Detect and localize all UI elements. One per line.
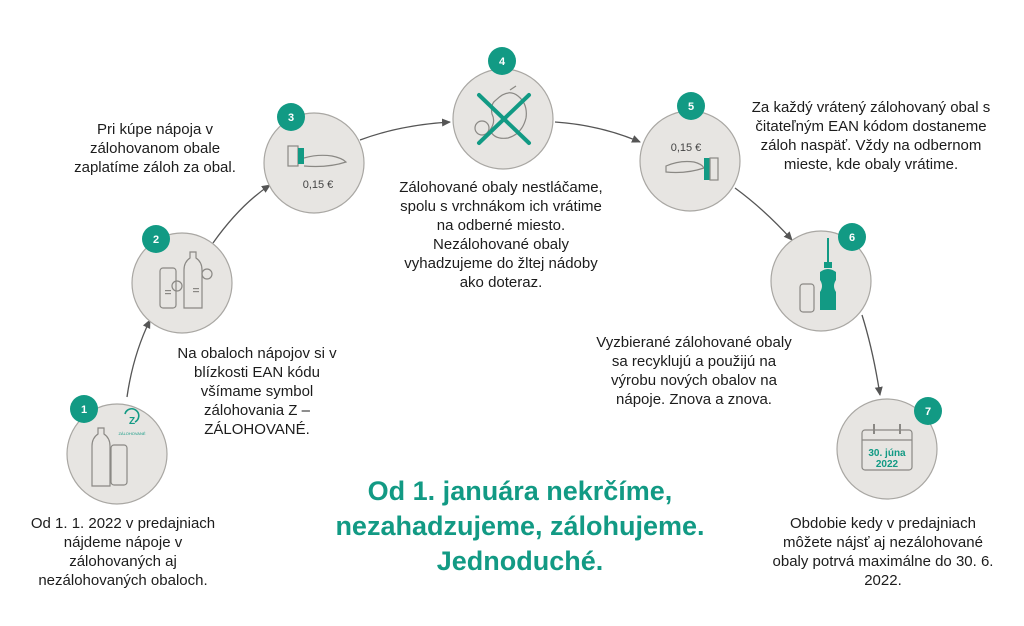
headline-line-1: Od 1. januára nekrčíme, bbox=[367, 476, 673, 506]
step-5-text: Za každý vrátený zálohovaný obal s čitateľným EAN kódom dostaneme záloh naspäť. Vždy na odbernom mieste, kde obaly vrátime. bbox=[751, 99, 991, 173]
step-5 bbox=[640, 92, 740, 211]
step-1-text: Od 1. 1. 2022 v predajniach nájdeme nápoje v zálohovaných aj nezálohovaných obaloch. bbox=[30, 515, 216, 589]
step-6 bbox=[771, 223, 871, 331]
step-5-price: 0,15 € bbox=[670, 142, 702, 154]
step-3-text: Pri kúpe nápoja v zálohovanom obale zaplatíme záloh za obal. bbox=[74, 121, 236, 176]
step-3 bbox=[264, 103, 364, 213]
step-1-number: 1 bbox=[80, 404, 88, 416]
step-6-text: Vyzbierané zálohované obaly sa recyklujú a použijú na výrobu nových obalov na nápoje. Znova a znova. bbox=[596, 334, 792, 408]
connector-3-4 bbox=[360, 122, 450, 140]
step-1-badge-caption: ZÁLOHOVANÉ bbox=[118, 431, 146, 436]
step-2-number: 2 bbox=[152, 234, 160, 246]
connector-6-7 bbox=[862, 315, 880, 395]
step-7 bbox=[837, 397, 942, 499]
step-1 bbox=[67, 395, 167, 504]
step-7-number: 7 bbox=[924, 406, 932, 418]
headline bbox=[300, 474, 740, 579]
connector-4-5 bbox=[555, 122, 640, 142]
step-3-circle bbox=[264, 113, 364, 213]
connector-5-6 bbox=[735, 188, 792, 240]
step-7-calendar-year: 2022 bbox=[875, 459, 899, 470]
step-3-number: 3 bbox=[287, 112, 295, 124]
connector-1-2 bbox=[127, 320, 150, 397]
step-2-text: Na obaloch nápojov si v blízkosti EAN kódu všímame symbol zálohovania Z – ZÁLOHOVANÉ. bbox=[177, 345, 337, 438]
headline-line-2: nezahadzujeme, zálohujeme. bbox=[335, 511, 705, 541]
step-4-text: Zálohované obaly nestláčame, spolu s vrchnákom ich vrátime na odberné miesto. Nezálohované obaly vyhadzujeme do žltej nádoby ako doteraz. bbox=[399, 179, 603, 291]
step-2 bbox=[132, 225, 232, 333]
headline-line-3: Jednoduché. bbox=[436, 546, 604, 576]
step-5-number: 5 bbox=[687, 101, 695, 113]
step-6-number: 6 bbox=[848, 232, 856, 244]
step-7-calendar-day: 30. júna bbox=[868, 448, 906, 459]
step-4-number: 4 bbox=[498, 56, 506, 68]
connector-2-3 bbox=[213, 185, 270, 243]
step-3-price: 0,15 € bbox=[302, 179, 334, 191]
step-4 bbox=[453, 47, 553, 169]
step-1-badge-letter: Z bbox=[128, 416, 136, 427]
step-7-text: Obdobie kedy v predajniach môžete nájsť aj nezálohované obaly potrvá maximálne do 30. 6. 2022. bbox=[772, 515, 994, 589]
